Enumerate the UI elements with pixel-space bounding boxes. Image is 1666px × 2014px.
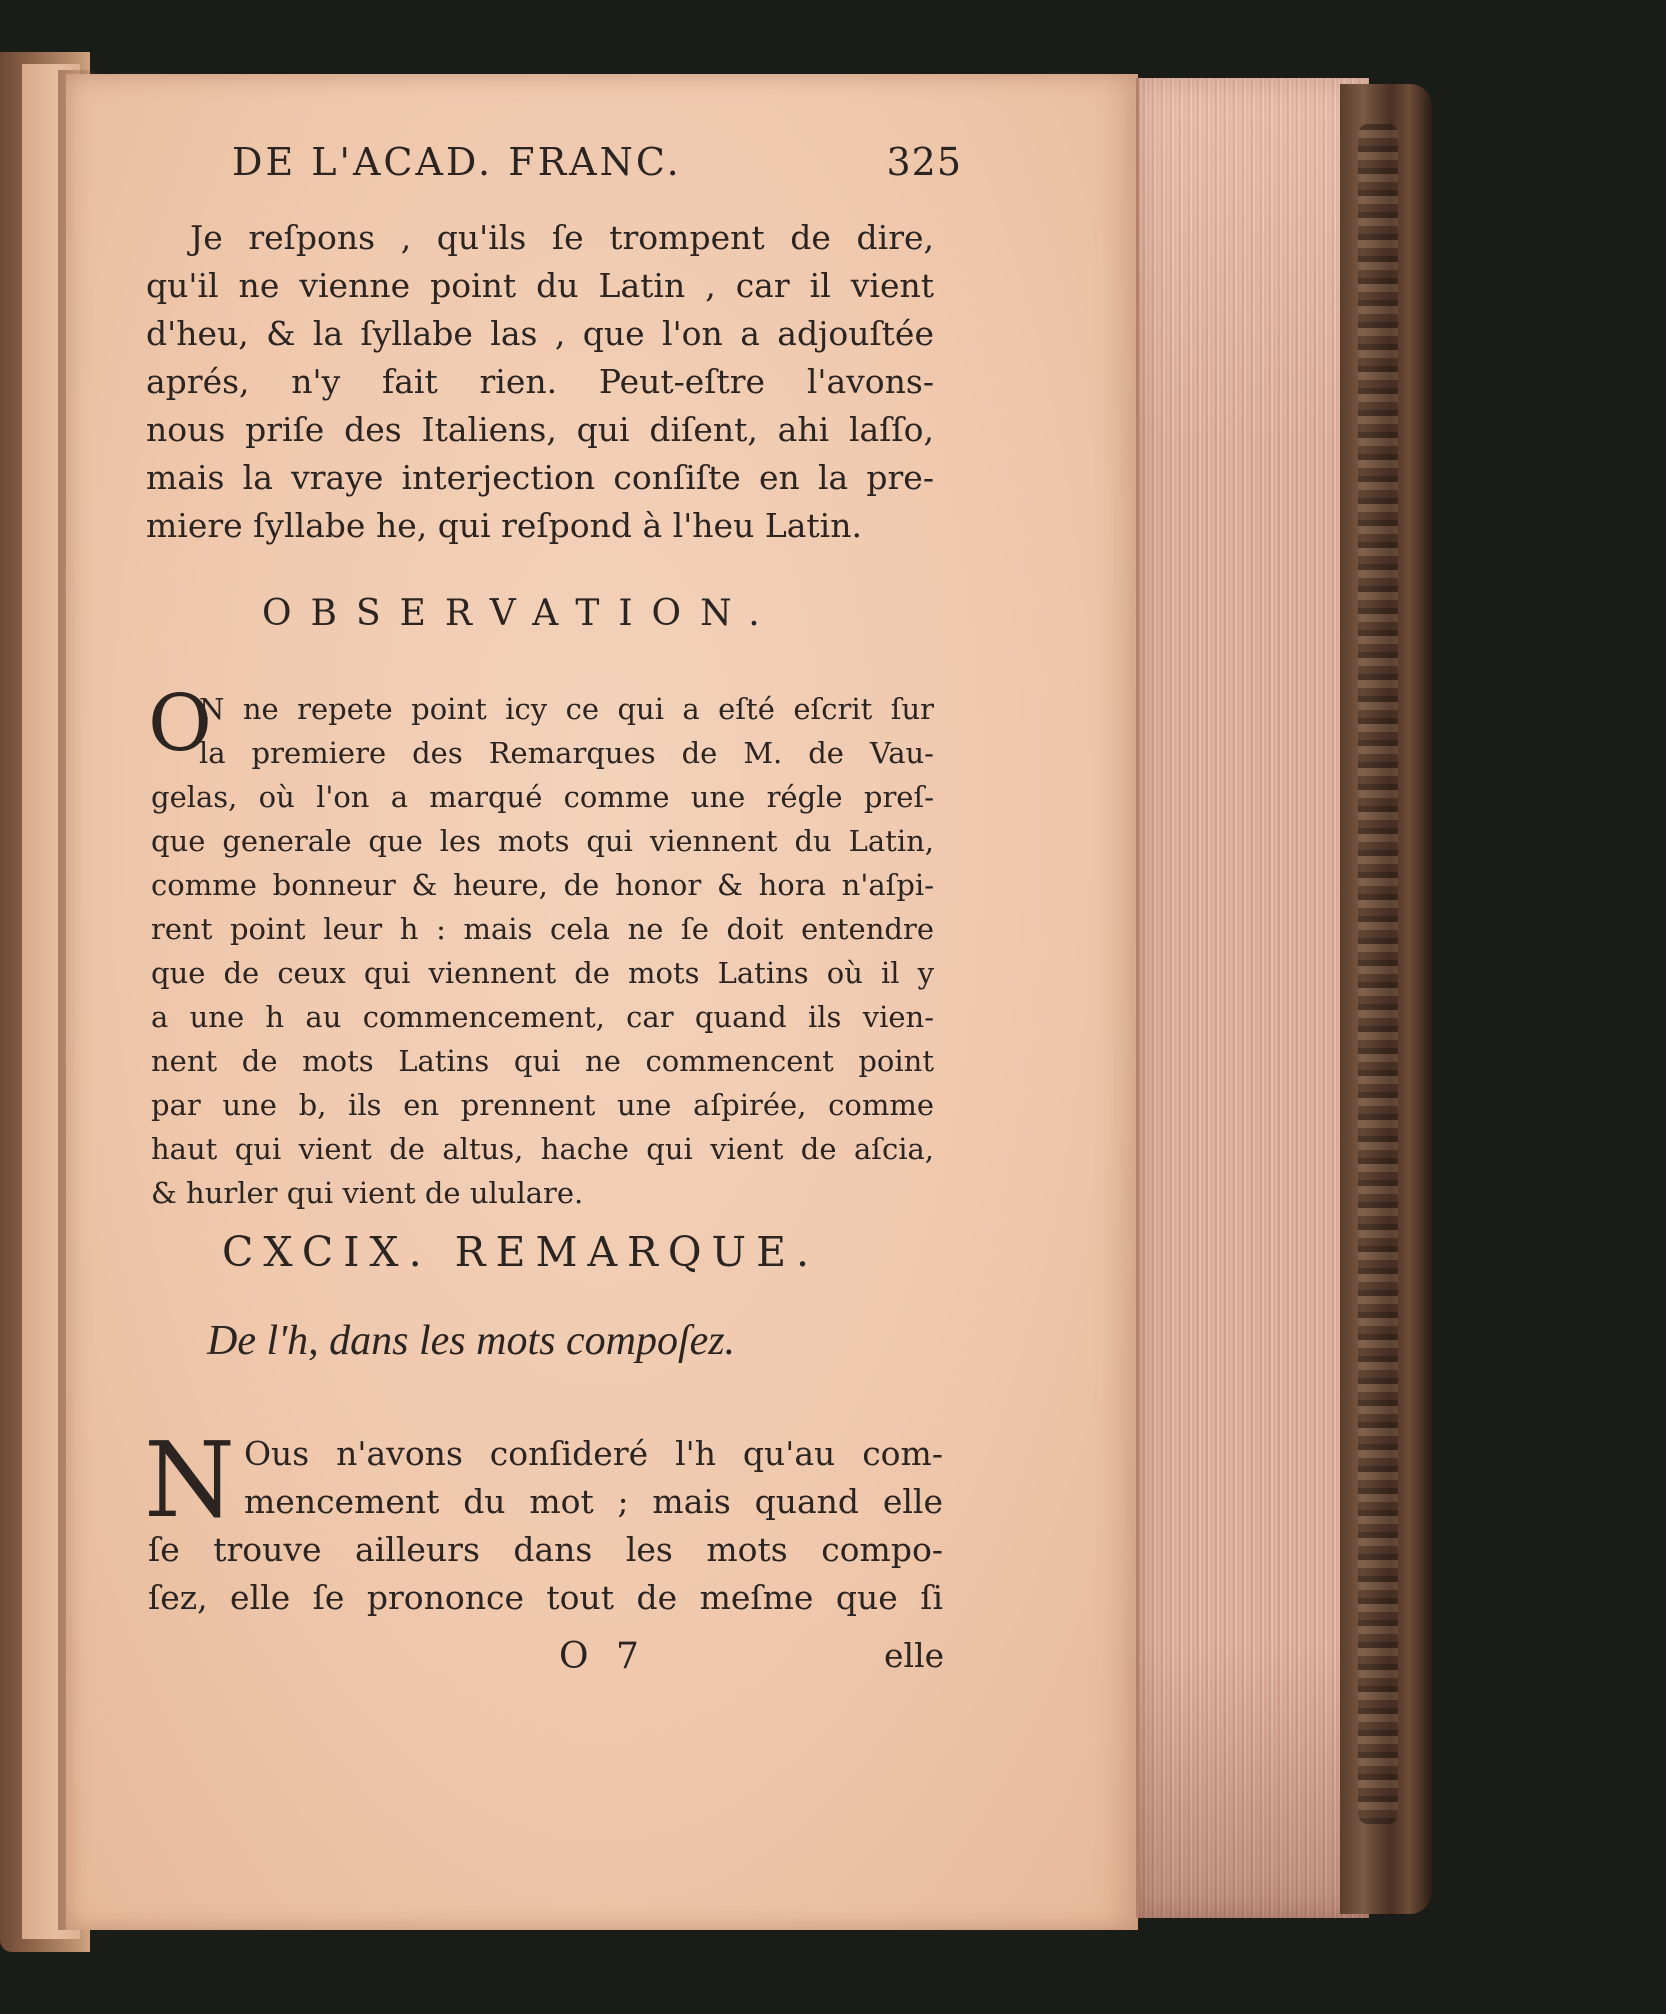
text-line: la premiere des Remarques de M. de Vau- <box>199 736 934 770</box>
right-book-cover <box>1340 84 1432 1914</box>
text-line: haut qui vient de altus, hache qui vient de aſcia, <box>151 1132 934 1166</box>
running-title: DE L'ACAD. FRANC. <box>232 140 682 184</box>
page-number: 325 <box>886 140 962 184</box>
text-line: que generale que les mots qui viennent du Latin, <box>151 824 934 858</box>
remark-paragraph <box>148 1430 943 1622</box>
text-line: Ous n'avons conſideré l'h qu'au com- <box>244 1434 943 1473</box>
drop-cap: O <box>148 679 212 769</box>
text-line: ſez, elle ſe prononce tout de meſme que ſi <box>148 1578 943 1617</box>
page-block-edge <box>1136 78 1369 1918</box>
text-line: ſe trouve ailleurs dans les mots compo- <box>148 1530 943 1569</box>
observation-paragraph <box>151 687 934 1215</box>
signature-mark: O 7 <box>559 1636 647 1677</box>
text-line: N ne repete point icy ce qui a eſté eſcrit ſur <box>199 692 934 726</box>
text-line: qu'il ne vienne point du Latin , car il vient <box>146 266 934 305</box>
text-line: d'heu, & la ſyllabe las , que l'on a adjouſtée <box>146 314 934 353</box>
paragraph-continued <box>146 214 934 550</box>
running-head <box>232 140 962 196</box>
text-line: & hurler qui vient de ululare. <box>151 1176 584 1210</box>
text-line: rent point leur h : mais cela ne ſe doit entendre <box>151 912 934 946</box>
text-line: que de ceux qui viennent de mots Latins où il y <box>151 956 934 990</box>
text-line: mencement du mot ; mais quand elle <box>244 1482 943 1521</box>
text-line: nent de mots Latins qui ne commencent point <box>151 1044 934 1078</box>
remark-heading: CXCIX. REMARQUE. <box>222 1228 820 1276</box>
catchword: elle <box>884 1636 945 1675</box>
drop-cap: N <box>144 1419 235 1541</box>
observation-heading: OBSERVATION. <box>262 593 779 634</box>
text-line: miere ſyllabe he, qui reſpond à l'heu Latin. <box>146 506 862 545</box>
text-line: comme bonneur & heure, de honor & hora n'aſpi- <box>151 868 934 902</box>
text-line: par une b, ils en prennent une aſpirée, comme <box>151 1088 934 1122</box>
text-line: aprés, n'y fait rien. Peut-eſtre l'avons- <box>146 362 934 401</box>
text-line: nous priſe des Italiens, qui diſent, ahi laſſo, <box>146 410 934 449</box>
text-line: gelas, où l'on a marqué comme une régle preſ- <box>151 780 934 814</box>
text-line: Je reſpons , qu'ils ſe trompent de dire, <box>190 218 934 257</box>
text-line: mais la vraye interjection conſiſte en la pre- <box>146 458 934 497</box>
remark-subheading: De l'h, dans les mots compoſez. <box>207 1318 736 1364</box>
text-line: a une h au commencement, car quand ils vien- <box>151 1000 934 1034</box>
